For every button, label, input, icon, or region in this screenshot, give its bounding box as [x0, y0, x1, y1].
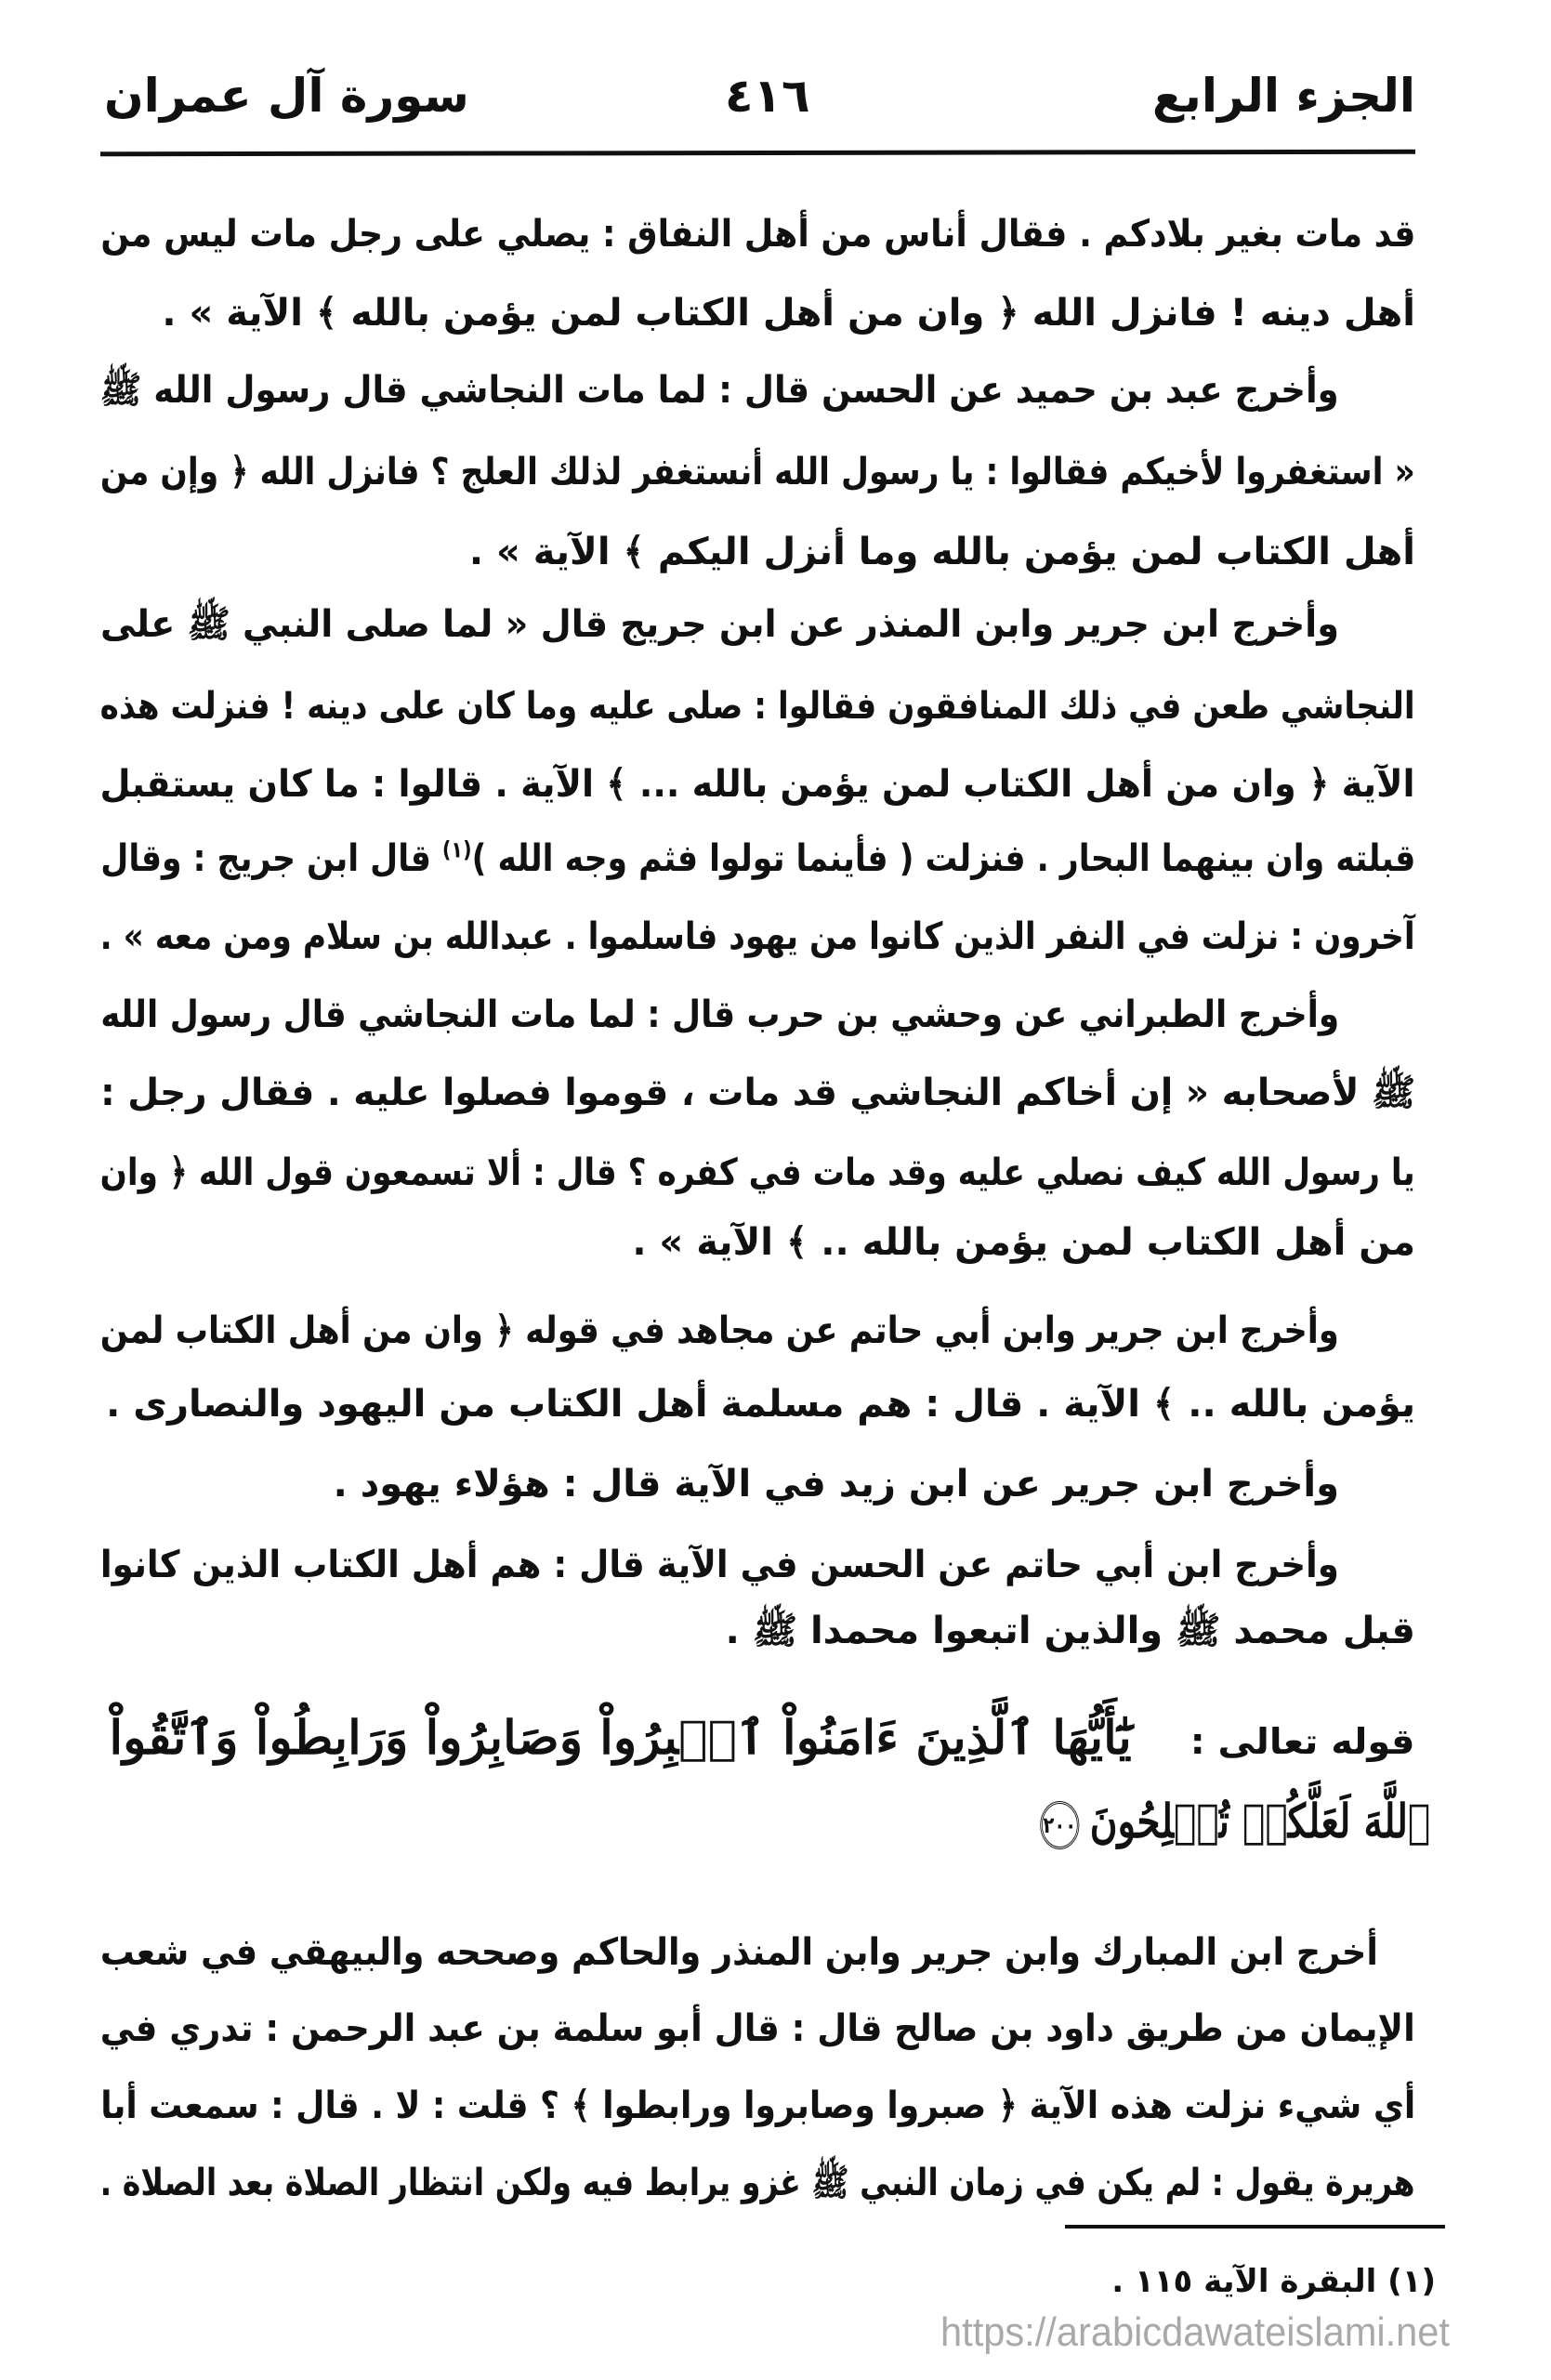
header-surah: سورة آل عمران — [104, 69, 469, 123]
text-line — [100, 1060, 1415, 1125]
text-line — [100, 2150, 1415, 2216]
line-text: وأخرج الطبراني عن وحشي بن حرب قال : لما مات النجاشي قال رسول الله — [100, 993, 1339, 1036]
line-text: أي شيء نزلت هذه الآية ﴿ صبروا وصابروا ورابطوا ﴾ ؟ قلت : لا . قال : سمعت أبا — [100, 2084, 1415, 2127]
ayah-number-marker: ٢٠٠ — [1040, 1801, 1079, 1849]
line-text: قبل محمد ﷺ والذين اتبعوا محمدا ﷺ . — [725, 1610, 1415, 1652]
line-text: وأخرج ابن جرير وابن المنذر عن ابن جريج قال « لما صلى النبي ﷺ على — [100, 603, 1339, 646]
line-text: هريرة يقول : لم يكن في زمان النبي ﷺ غزو يرابط فيه ولكن انتظار الصلاة بعد الصلاة . — [100, 2162, 1415, 2204]
line-text: من أهل الكتاب لمن يؤمن بالله .. ﴾ الآية » . — [632, 1221, 1415, 1264]
verse-line-2 — [1040, 1780, 1430, 1863]
text-line — [100, 358, 1339, 423]
text-line — [100, 1920, 1378, 1985]
line-text: يؤمن بالله .. ﴾ الآية . قال : هم مسلمة أهل الكتاب من اليهود والنصارى . — [106, 1383, 1415, 1426]
text-line — [100, 1140, 1415, 1205]
verse-text-2: ٱللَّهَ لَعَلَّكُمۡ تُفۡلِحُونَ — [1089, 1794, 1430, 1848]
verse-label: قوله تعالى : — [1190, 1721, 1415, 1762]
line-text: النجاشي طعن في ذلك المنافقون فقالوا : صلى عليه وما كان على دينه ! فنزلت هذه — [100, 685, 1415, 728]
text-line — [100, 281, 1415, 346]
line-text: أخرج ابن المبارك وابن جرير وابن المنذر والحاكم وصححه والبيهقي في شعب — [100, 1931, 1378, 1974]
line-text: وأخرج ابن جرير عن ابن زيد في الآية قال : هؤلاء يهود . — [333, 1463, 1339, 1506]
line-text: الإيمان من طريق داود بن صالح قال : قال أبو سلمة بن عبد الرحمن : تدري في — [100, 2007, 1415, 2050]
page-number: ٤١٦ — [725, 69, 810, 123]
header-rule — [100, 150, 1415, 156]
text-line — [100, 982, 1339, 1047]
footnote: (١) البقرة الآية ١١٥ . — [1111, 2263, 1436, 2300]
line-text: « استغفروا لأخيكم فقالوا : يا رسول الله أنستغفر لذلك العلج ؟ فانزل الله ﴿ وإن من — [100, 451, 1415, 493]
line-text: أهل الكتاب لمن يؤمن بالله وما أنزل اليكم ﴾ الآية » . — [468, 531, 1415, 573]
line-text: الآية ﴿ وان من أهل الكتاب لمن يؤمن بالله ... ﴾ الآية . قالوا : ما كان يستقبل — [100, 763, 1415, 806]
text-line — [100, 904, 1415, 969]
text-line — [100, 202, 1415, 267]
text-line — [100, 1532, 1339, 1598]
text-line — [100, 440, 1415, 505]
text-line — [100, 1996, 1415, 2061]
text-line — [100, 752, 1415, 817]
verse-text-1: يَٰٓأَيُّهَا ٱلَّذِينَ ءَامَنُواْ ٱصۡبِرُواْ وَصَابِرُواْ وَرَابِطُواْ وَٱتَّقُواْ — [110, 1710, 1133, 1765]
text-line — [100, 1598, 1415, 1663]
line-text: وأخرج ابن أبي حاتم عن الحسن في الآية قال : هم أهل الكتاب الذين كانوا — [100, 1544, 1339, 1586]
text-line — [100, 1372, 1415, 1437]
header-part: الجزء الرابع — [1151, 69, 1415, 123]
text-line — [100, 1452, 1339, 1517]
footnote-reference[interactable]: (١) — [441, 836, 472, 863]
verse-line-1 — [110, 1696, 1415, 1780]
line-text: قبلته وان بينهما البحار . فنزلت ( فأينما تولوا فثم وجه الله ) — [471, 837, 1416, 880]
line-text: أهل دينه ! فانزل الله ﴿ وان من أهل الكتاب لمن يؤمن بالله ﴾ الآية » . — [162, 292, 1415, 335]
text-line — [100, 674, 1415, 739]
watermark: https://arabicdawateislami.net — [940, 2309, 1450, 2355]
line-text: آخرون : نزلت في النفر الذين كانوا من يهود فاسلموا . عبدالله بن سلام ومن معه » . — [100, 915, 1415, 958]
line-text: وأخرج ابن جرير وابن أبي حاتم عن مجاهد في قوله ﴿ وان من أهل الكتاب لمن — [100, 1309, 1339, 1352]
line-text: ﷺ لأصحابه « إن أخاكم النجاشي قد مات ، قوموا فصلوا عليه . فقال رجل : — [100, 1072, 1415, 1114]
line-text: وأخرج عبد بن حميد عن الحسن قال : لما مات النجاشي قال رسول الله ﷺ — [100, 369, 1339, 412]
text-line — [100, 2073, 1415, 2138]
text-line — [100, 1298, 1339, 1363]
text-line — [100, 1210, 1415, 1275]
line-text: قد مات بغير بلادكم . فقال أناس من أهل النفاق : يصلي على رجل مات ليس من — [100, 213, 1415, 256]
footnote-rule — [1065, 2225, 1445, 2229]
line-text: قال ابن جريج : وقال — [100, 837, 442, 880]
line-text: يا رسول الله كيف نصلي عليه وقد مات في كفره ؟ قال : ألا تسمعون قول الله ﴿ وان — [100, 1151, 1415, 1194]
text-line — [100, 592, 1339, 657]
text-line — [100, 826, 1415, 891]
text-line — [100, 519, 1415, 585]
